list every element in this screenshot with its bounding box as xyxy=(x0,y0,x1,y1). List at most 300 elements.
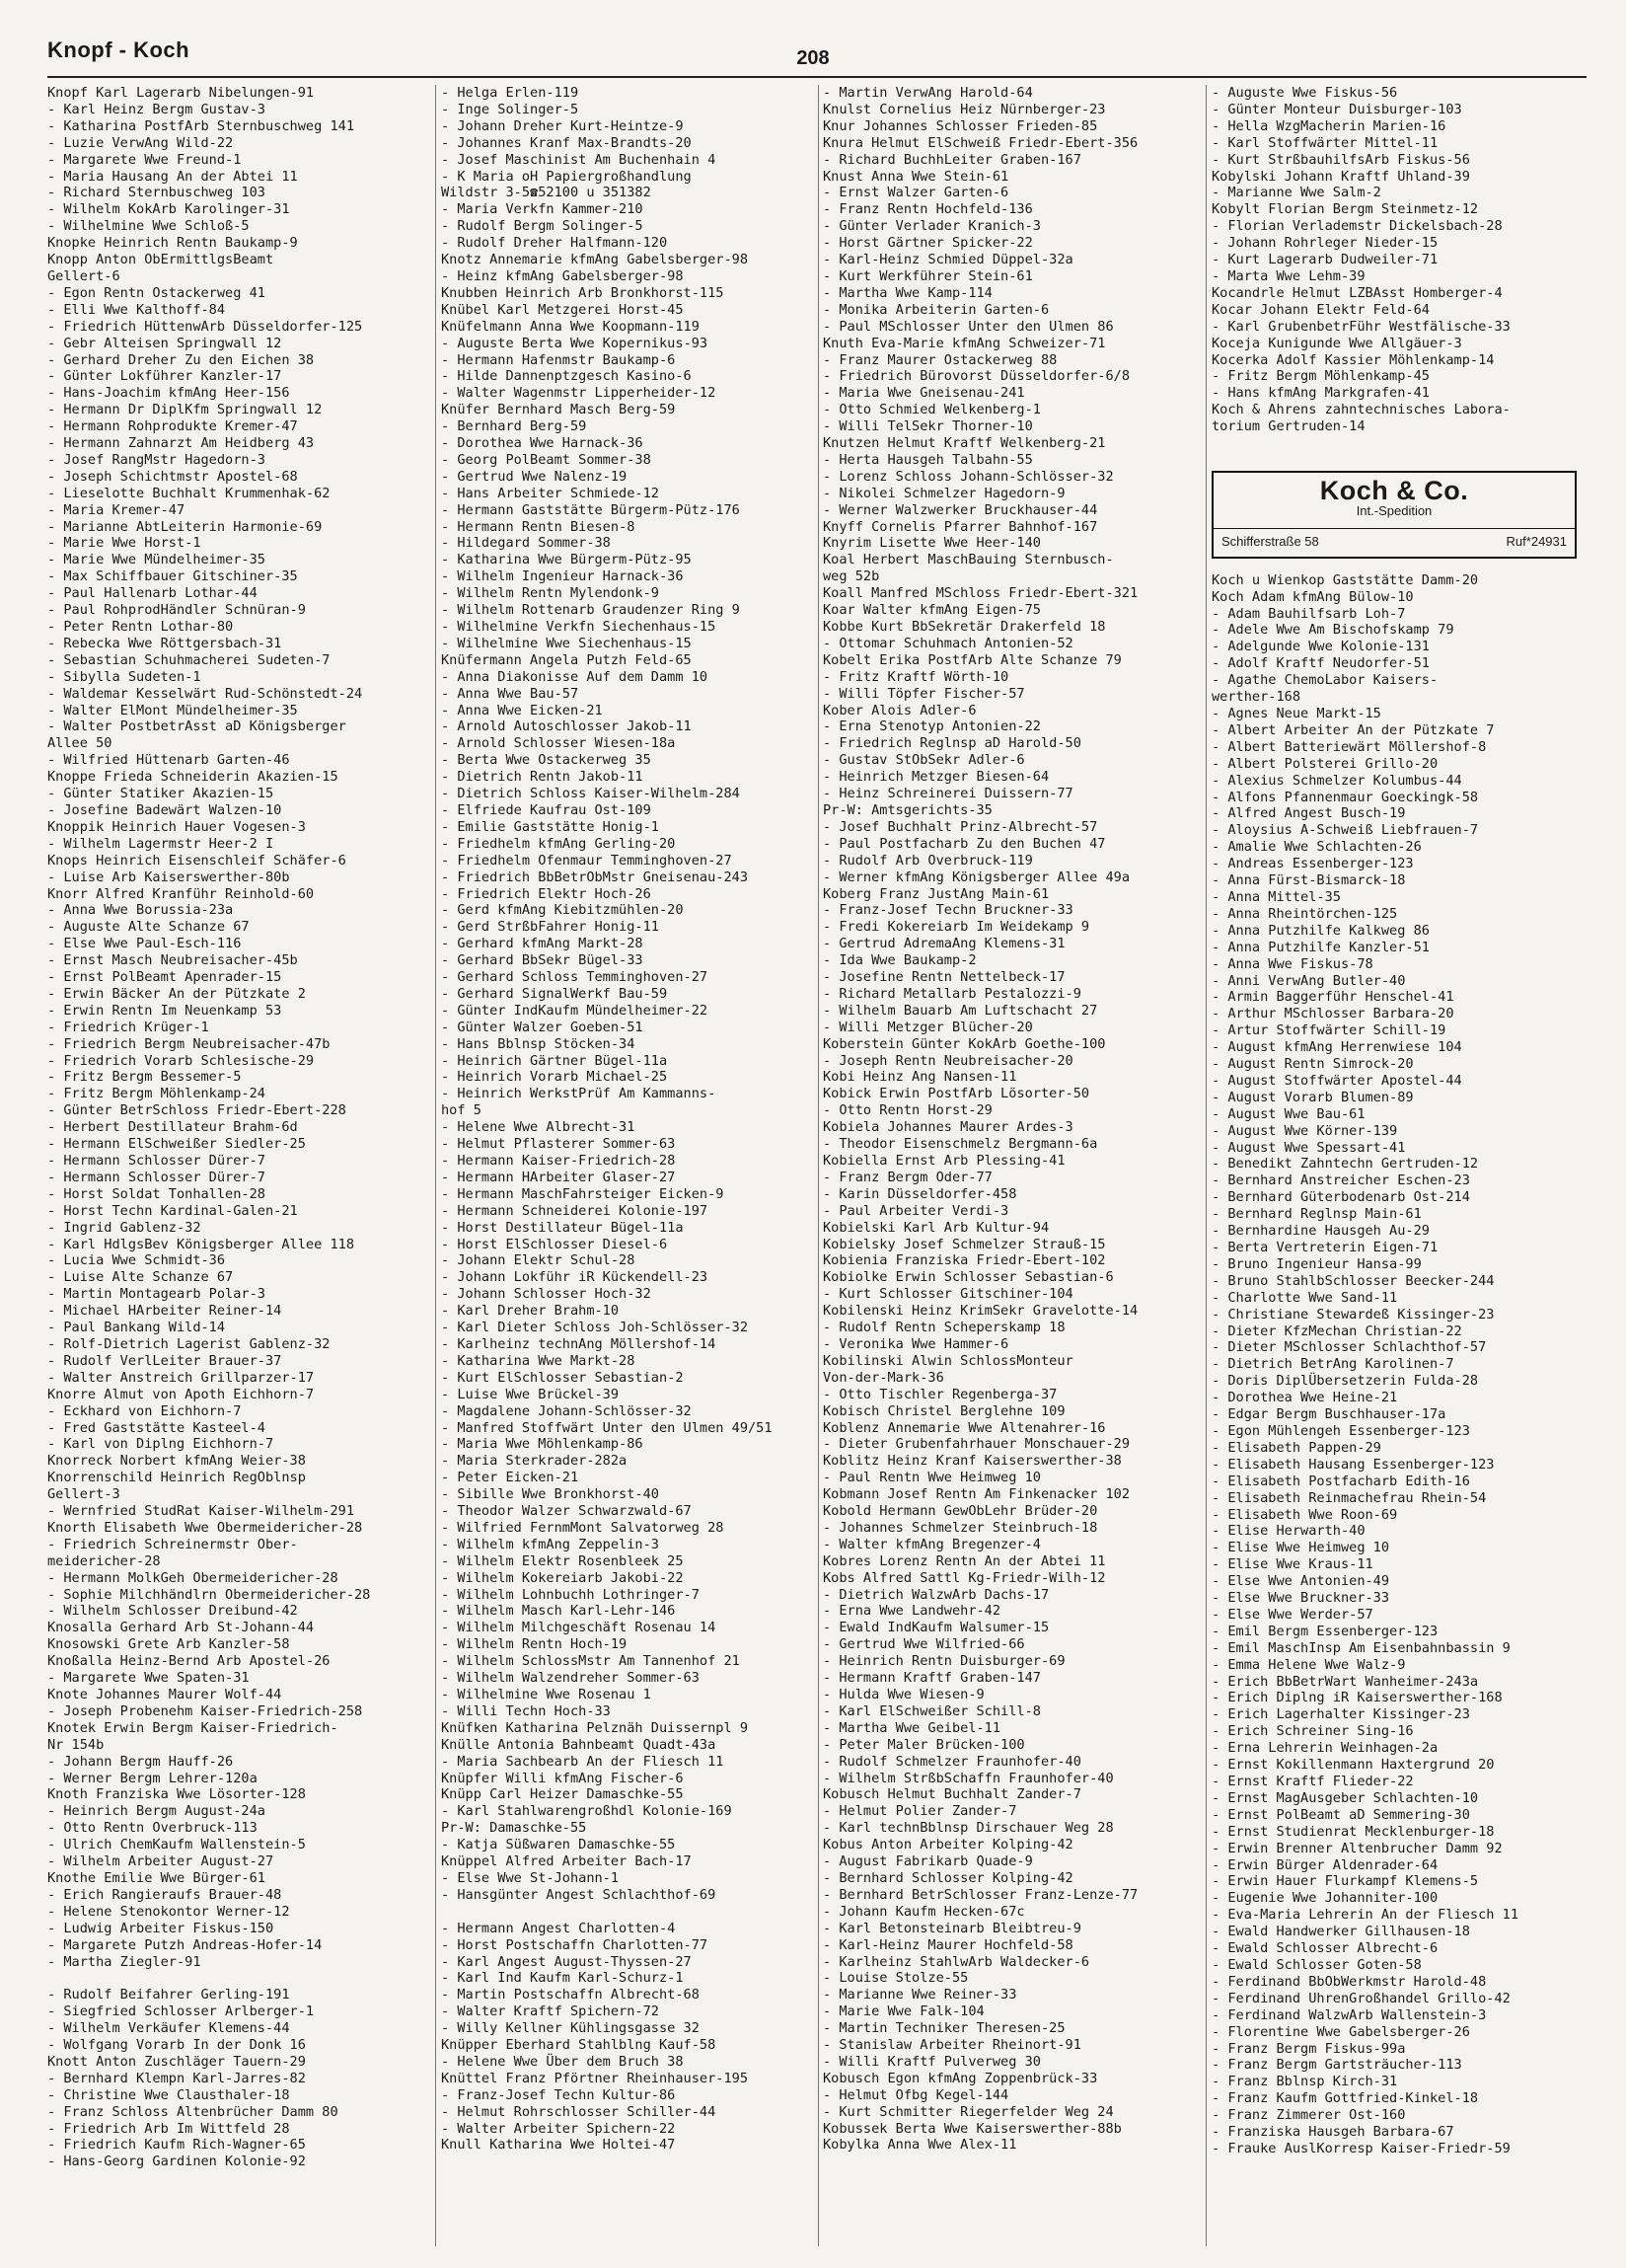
directory-entry: - Horst Techn Kardinal-Galen-21 xyxy=(47,1202,298,1219)
directory-entry: - Ernst Masch Neubreisacher-45b xyxy=(47,952,298,969)
header-rule xyxy=(47,76,1587,78)
directory-entry: Knüfer Bernhard Masch Berg-59 xyxy=(441,402,676,418)
directory-entry: - Fritz Bergm Bessemer-5 xyxy=(47,1069,242,1086)
directory-entry: - Erna Lehrerin Weinhagen-2a xyxy=(1212,1740,1439,1757)
directory-entry: - Gebr Alteisen Springwall 12 xyxy=(47,335,282,351)
directory-entry: - Hermann Angest Charlotten-4 xyxy=(441,1920,676,1936)
directory-entry: - Günter Monteur Duisburger-103 xyxy=(1212,101,1462,117)
directory-entry: - Karl Heinz Bergm Gustav-3 xyxy=(47,101,265,117)
directory-entry: - Elisabeth Hausang Essenberger-123 xyxy=(1212,1456,1495,1473)
directory-entry: - Hermann MaschFahrsteiger Eicken-9 xyxy=(441,1185,724,1202)
directory-entry: - Ferdinand BbObWerkmstr Harold-48 xyxy=(1212,1973,1487,1990)
directory-entry: - Johann Elektr Schul-28 xyxy=(441,1252,635,1269)
directory-entry: - Johann Lokführ iR Kückendell-23 xyxy=(441,1269,708,1286)
directory-entry: - Hulda Wwe Wiesen-9 xyxy=(823,1687,985,1702)
directory-entry: Kobiela Johannes Maurer Ardes-3 xyxy=(823,1119,1073,1136)
directory-entry: - Martin VerwAng Harold-64 xyxy=(823,85,1033,101)
directory-entry: Kobus Anton Arbeiter Kolping-42 xyxy=(823,1837,1073,1853)
directory-entry: - Marie Wwe Falk-104 xyxy=(823,2003,985,2020)
directory-entry: Knoth Franziska Wwe Lösorter-128 xyxy=(47,1786,306,1803)
directory-entry: - Albert Arbeiter An der Pützkate 7 xyxy=(1212,721,1495,738)
directory-entry: Knosalla Gerhard Arb St-Johann-44 xyxy=(47,1620,315,1636)
directory-entry: - Wilhelm Lagermstr Heer-2 I xyxy=(47,835,274,852)
directory-entry: - Franz Schloss Altenbrücher Damm 80 xyxy=(47,2103,338,2120)
directory-entry: - Hermann Zahnarzt Am Heidberg 43 xyxy=(47,435,315,452)
directory-entry: Kobi Heinz Ang Nansen-11 xyxy=(823,1069,1017,1086)
directory-entry: Koberg Franz JustAng Main-61 xyxy=(823,885,1050,902)
directory-entry: - Franz Bergm Fiskus-99a xyxy=(1212,2040,1406,2057)
directory-entry: - Friedrich Krüger-1 xyxy=(47,1019,209,1035)
directory-entry: - Ernst PolBeamt Apenrader-15 xyxy=(47,969,282,986)
directory-entry: meidericher-28 xyxy=(47,1552,161,1569)
directory-entry: - Walter kfmAng Bregenzer-4 xyxy=(823,1536,1041,1552)
ad-phone: Ruf*24931 xyxy=(1506,533,1567,549)
directory-entry: - Anna Diakonisse Auf dem Damm 10 xyxy=(441,668,708,685)
directory-entry: - Josef RangMstr Hagedorn-3 xyxy=(47,451,265,468)
directory-entry: - Alfons Pfannenmaur Goeckingk-58 xyxy=(1212,789,1479,805)
directory-entry: - Joseph Schichtmstr Apostel-68 xyxy=(47,468,298,485)
directory-entry: Kobmann Josef Rentn Am Finkenacker 102 xyxy=(823,1486,1130,1503)
directory-entry: - Else Wwe Paul-Esch-116 xyxy=(47,936,242,952)
directory-entry: - Marie Wwe Mündelheimer-35 xyxy=(47,552,265,568)
directory-entry: - Hermann ElSchweißer Siedler-25 xyxy=(47,1136,306,1153)
directory-entry: - Amalie Wwe Schlachten-26 xyxy=(1212,839,1422,856)
directory-entry: - Bernhard Güterbodenarb Ost-214 xyxy=(1212,1189,1470,1206)
directory-entry: - Walter Kraftf Spichern-72 xyxy=(441,2003,659,2020)
directory-entry: - Johann Schlosser Hoch-32 xyxy=(441,1286,651,1303)
directory-entry: - August Wwe Spessart-41 xyxy=(1212,1139,1406,1156)
directory-entry: - Else Wwe Antonien-49 xyxy=(1212,1573,1390,1590)
directory-entry: Knorreck Norbert kfmAng Weier-38 xyxy=(47,1453,306,1470)
directory-entry: - Veronika Wwe Hammer-6 xyxy=(823,1335,1009,1352)
directory-entry: - August Rentn Simrock-20 xyxy=(1212,1056,1414,1073)
directory-entry: - Ludwig Arbeiter Fiskus-150 xyxy=(47,1920,274,1936)
directory-entry: - Karlheinz technAng Möllershof-14 xyxy=(441,1335,716,1352)
directory-entry: - Theodor Walzer Schwarzwald-67 xyxy=(441,1503,692,1520)
directory-entry: - Wilfried FernmMont Salvatorweg 28 xyxy=(441,1519,724,1536)
directory-entry: - Anna Putzhilfe Kanzler-51 xyxy=(1212,939,1430,955)
directory-entry: Knothe Emilie Wwe Bürger-61 xyxy=(47,1869,265,1886)
directory-entry: - Hermann Schlosser Dürer-7 xyxy=(47,1153,265,1169)
directory-entry: - Maria Kremer-47 xyxy=(47,501,185,518)
directory-entry: - Herbert Destillateur Brahm-6d xyxy=(47,1119,298,1136)
directory-entry: Knoppe Frieda Schneiderin Akazien-15 xyxy=(47,769,338,786)
directory-entry: - Lorenz Schloss Johann-Schlösser-32 xyxy=(823,468,1114,485)
directory-entry: - Maria Hausang An der Abtei 11 xyxy=(47,168,298,185)
directory-entry: - Christiane Stewardeß Kissinger-23 xyxy=(1212,1306,1495,1323)
directory-column-1 xyxy=(47,85,430,2170)
directory-entry: - Franz-Josef Techn Bruckner-33 xyxy=(823,902,1073,919)
directory-entry: - Karl Betonsteinarb Bleibtreu-9 xyxy=(823,1920,1081,1936)
directory-entry: - Hans kfmAng Markgrafen-41 xyxy=(1212,385,1430,402)
directory-entry: - Helene Wwe Über dem Bruch 38 xyxy=(441,2053,684,2070)
directory-entry: - Fritz Bergm Möhlenkamp-45 xyxy=(1212,368,1430,385)
directory-entry: - Franz Bergm Oder-77 xyxy=(823,1169,993,1185)
directory-entry: - Bernhard Schlosser Kolping-42 xyxy=(823,1869,1073,1886)
directory-entry: weg 52b xyxy=(823,568,880,585)
directory-entry: - Luzie VerwAng Wild-22 xyxy=(47,134,234,151)
directory-entry: - Gerhard BbSekr Bügel-33 xyxy=(441,952,643,969)
directory-entry: - Charlotte Wwe Sand-11 xyxy=(1212,1289,1398,1306)
directory-entry: - Marianne Wwe Reiner-33 xyxy=(823,1987,1017,2003)
directory-entry: - Wilhelm Arbeiter August-27 xyxy=(47,1853,274,1870)
directory-entry: - Wilhelmine Wwe Rosenau 1 xyxy=(441,1687,651,1702)
directory-entry: - Elise Herwarth-40 xyxy=(1212,1523,1366,1540)
directory-entry: - Hermann Dr DiplKfm Springwall 12 xyxy=(47,402,323,418)
directory-entry: - Karl Dieter Schloss Joh-Schlösser-32 xyxy=(441,1320,748,1336)
directory-entry: - Arnold Schlosser Wiesen-18a xyxy=(441,735,676,752)
directory-entry: Knull Katharina Wwe Holtei-47 xyxy=(441,2137,676,2154)
directory-entry: - Gerd kfmAng Kiebitzmühlen-20 xyxy=(441,902,684,919)
directory-entry: - Frauke AuslKorresp Kaiser-Friedr-59 xyxy=(1212,2140,1511,2156)
directory-entry: Kobylski Johann Kraftf Uhland-39 xyxy=(1212,168,1470,185)
directory-entry xyxy=(47,1970,430,1987)
directory-entry: - Anna Wwe Borussia-23a xyxy=(47,902,234,919)
directory-entry: - Dietrich Schloss Kaiser-Wilhelm-284 xyxy=(441,786,740,802)
directory-entry: - Karl GrubenbetrFühr Westfälische-33 xyxy=(1212,318,1511,335)
directory-entry: - Gerhard Dreher Zu den Eichen 38 xyxy=(47,351,315,368)
directory-entry: Koblenz Annemarie Wwe Altenahrer-16 xyxy=(823,1419,1106,1436)
directory-entry: - Ingrid Gablenz-32 xyxy=(47,1219,201,1236)
directory-entry: - Hermann Kraftf Graben-147 xyxy=(823,1670,1041,1687)
directory-entry: - Willi Kraftf Pulverweg 30 xyxy=(823,2053,1041,2070)
directory-entry: - Johannes Schmelzer Steinbruch-18 xyxy=(823,1519,1098,1536)
directory-entry: Pr-W: Amtsgerichts-35 xyxy=(823,801,993,818)
directory-entry: Koal Herbert MaschBauing Sternbusch- xyxy=(823,552,1114,568)
directory-entry: - Bernhard BetrSchlosser Franz-Lenze-77 xyxy=(823,1886,1139,1903)
directory-entry: - Hans-Joachim kfmAng Heer-156 xyxy=(47,385,290,402)
directory-entry: Koberstein Günter KokArb Goethe-100 xyxy=(823,1035,1106,1052)
directory-entry: - Eva-Maria Lehrerin An der Fliesch 11 xyxy=(1212,1907,1518,1924)
directory-entry: - Karl Stoffwärter Mittel-11 xyxy=(1212,134,1439,151)
directory-column-4 xyxy=(1212,85,1590,2157)
directory-entry: - Hermann Rentn Biesen-8 xyxy=(441,518,635,535)
directory-entry: Knyff Cornelis Pfarrer Bahnhof-167 xyxy=(823,518,1098,535)
directory-entry: - Georg PolBeamt Sommer-38 xyxy=(441,451,651,468)
directory-entry: - Karl ElSchweißer Schill-8 xyxy=(823,1702,1041,1719)
directory-entry: - Adam Bauhilfsarb Loh-7 xyxy=(1212,605,1406,622)
directory-entry: Kobylt Florian Bergm Steinmetz-12 xyxy=(1212,201,1479,218)
directory-entry: Kobielski Karl Arb Kultur-94 xyxy=(823,1219,1050,1236)
directory-entry: - Dieter KfzMechan Christian-22 xyxy=(1212,1323,1462,1339)
directory-entry: - Hermann Hafenmstr Baukamp-6 xyxy=(441,351,676,368)
directory-entry: - Helga Erlen-119 xyxy=(441,85,579,101)
directory-entry: - Heinrich Bergm August-24a xyxy=(47,1803,265,1820)
directory-entry: - Erna Wwe Landwehr-42 xyxy=(823,1603,1001,1620)
directory-entry: - Fritz Kraftf Wörth-10 xyxy=(823,668,1009,685)
directory-entry: - Wolfgang Vorarb In der Donk 16 xyxy=(47,2037,306,2054)
directory-entry: - Wilhelm Lohnbuchh Lothringer-7 xyxy=(441,1586,700,1603)
directory-entry: - Werner Bergm Lehrer-120a xyxy=(47,1770,258,1786)
directory-entry: Knülle Antonia Bahnbeamt Quadt-43a xyxy=(441,1736,716,1753)
directory-entry: - Albert Batteriewärt Möllershof-8 xyxy=(1212,738,1487,755)
directory-entry: - Paul Hallenarb Lothar-44 xyxy=(47,585,258,602)
directory-entry: - Gerhard SignalWerkf Bau-59 xyxy=(441,985,668,1002)
directory-entry: - Ferdinand WalzwArb Wallenstein-3 xyxy=(1212,2006,1487,2023)
directory-entry: - Joseph Rentn Neubreisacher-20 xyxy=(823,1052,1073,1069)
directory-entry: - Theodor Eisenschmelz Bergmann-6a xyxy=(823,1136,1098,1153)
directory-entry: - Rudolf Schmelzer Fraunhofer-40 xyxy=(823,1753,1081,1770)
directory-entry: - Hermann Schlosser Dürer-7 xyxy=(47,1169,265,1185)
directory-entry: - Elisabeth Pappen-29 xyxy=(1212,1439,1381,1456)
directory-entry: - Agnes Neue Markt-15 xyxy=(1212,706,1381,721)
directory-entry: - Anna Mittel-35 xyxy=(1212,888,1341,905)
directory-entry: - Gustav StObSekr Adler-6 xyxy=(823,752,1025,769)
directory-entry: - Dieter MSchlosser Schlachthof-57 xyxy=(1212,1339,1487,1356)
directory-entry: - Hans-Georg Gardinen Kolonie-92 xyxy=(47,2154,306,2170)
column-4-upper-entries xyxy=(1212,85,1590,435)
directory-entry: - Adelgunde Wwe Kolonie-131 xyxy=(1212,639,1430,655)
directory-entry: - Wilfried Hüttenarb Garten-46 xyxy=(47,752,290,769)
directory-entry: - Margarete Wwe Spaten-31 xyxy=(47,1670,250,1687)
directory-entry: - Fritz Bergm Möhlenkamp-24 xyxy=(47,1086,265,1102)
directory-entry: Kobussek Berta Wwe Kaiserswerther-88b xyxy=(823,2120,1122,2137)
directory-entry: Knorr Alfred Kranführ Reinhold-60 xyxy=(47,885,315,902)
directory-entry: Kobick Erwin PostfArb Lösorter-50 xyxy=(823,1086,1090,1102)
directory-entry: - August Vorarb Blumen-89 xyxy=(1212,1089,1414,1105)
directory-entry: - Inge Solinger-5 xyxy=(441,101,579,117)
directory-entry: - Rudolf Beifahrer Gerling-191 xyxy=(47,1987,290,2003)
directory-entry: Wildstr 3-5☎52100 u 351382 xyxy=(441,185,651,201)
directory-entry: - Kurt Lagerarb Dudweiler-71 xyxy=(1212,252,1439,268)
directory-entry: - K Maria oH Papiergroßhandlung xyxy=(441,168,692,185)
directory-entry: Koceja Kunigunde Wwe Allgäuer-3 xyxy=(1212,335,1462,351)
directory-entry: - Friedrich HüttenwArb Düsseldorfer-125 xyxy=(47,318,363,335)
directory-entry: - Heinrich Metzger Biesen-64 xyxy=(823,769,1050,786)
directory-entry: - Karl HdlgsBev Königsberger Allee 118 xyxy=(47,1236,354,1252)
directory-entry: - Magdalene Johann-Schlösser-32 xyxy=(441,1402,692,1419)
directory-entry: Knüfermann Angela Putzh Feld-65 xyxy=(441,651,692,668)
directory-entry: - Marie Wwe Horst-1 xyxy=(47,535,201,552)
directory-entry: - Karl-Heinz Maurer Hochfeld-58 xyxy=(823,1936,1073,1953)
directory-entry: - Maria Sterkrader-282a xyxy=(441,1453,628,1470)
directory-entry: - Karl von Diplng Eichhorn-7 xyxy=(47,1436,274,1453)
directory-entry: - Auguste Alte Schanze 67 xyxy=(47,919,250,936)
directory-entry: - Manfred Stoffwärt Unter den Ulmen 49/51 xyxy=(441,1419,773,1436)
directory-entry: - Erwin Bürger Aldenrader-64 xyxy=(1212,1856,1439,1873)
directory-entry: - August Wwe Körner-139 xyxy=(1212,1122,1398,1139)
directory-entry: - Günter Walzer Goeben-51 xyxy=(441,1019,643,1035)
directory-entry: - Erna Stenotyp Antonien-22 xyxy=(823,718,1041,735)
directory-entry: - Horst Soldat Tonhallen-28 xyxy=(47,1185,265,1202)
directory-entry: - Peter Rentn Lothar-80 xyxy=(47,619,234,635)
ad-company-name: Koch & Co. xyxy=(1319,476,1469,506)
directory-entry: - Helmut Pflasterer Sommer-63 xyxy=(441,1136,676,1153)
directory-entry: - Emil Bergm Essenberger-123 xyxy=(1212,1623,1439,1639)
directory-entry: - Heinrich WerkstPrüf Am Kammanns- xyxy=(441,1086,716,1102)
directory-entry: - Hildegard Sommer-38 xyxy=(441,535,611,552)
directory-entry: - Eugenie Wwe Johanniter-100 xyxy=(1212,1890,1439,1907)
directory-entry: - Ernst Studienrat Mecklenburger-18 xyxy=(1212,1823,1495,1840)
directory-entry: - Günter IndKaufm Mündelheimer-22 xyxy=(441,1002,708,1019)
directory-entry: Knubben Heinrich Arb Bronkhorst-115 xyxy=(441,284,724,301)
directory-entry: Knura Helmut ElSchweiß Friedr-Ebert-356 xyxy=(823,134,1139,151)
directory-entry: - Kurt Schlosser Gitschiner-104 xyxy=(823,1286,1073,1303)
directory-entry: Knott Anton Zuschläger Tauern-29 xyxy=(47,2053,306,2070)
directory-entry: - Katharina Wwe Bürgerm-Pütz-95 xyxy=(441,552,692,568)
directory-entry: - Wilhelm Kokereiarb Jakobi-22 xyxy=(441,1569,684,1586)
directory-entry: - Friedrich Arb Im Wittfeld 28 xyxy=(47,2120,290,2137)
directory-entry: - Hermann HArbeiter Glaser-27 xyxy=(441,1169,676,1185)
directory-entry: - Willi Metzger Blücher-20 xyxy=(823,1019,1033,1035)
directory-entry: Knosowski Grete Arb Kanzler-58 xyxy=(47,1636,290,1653)
directory-entry: - Maria Verkfn Kammer-210 xyxy=(441,201,643,218)
directory-entry: Kobilinski Alwin SchlossMonteur xyxy=(823,1352,1073,1369)
directory-entry: Gellert-6 xyxy=(47,267,120,284)
directory-entry: - Helmut Rohrschlosser Schiller-44 xyxy=(441,2103,716,2120)
directory-entry: - Gerd StrßbFahrer Honig-11 xyxy=(441,919,659,936)
directory-entry: - Franziska Hausgeh Barbara-67 xyxy=(1212,2124,1454,2141)
directory-entry: - Karin Düsseldorfer-458 xyxy=(823,1185,1017,1202)
directory-entry: - Nikolei Schmelzer Hagedorn-9 xyxy=(823,485,1066,501)
directory-entry: - Otto Rentn Overbruck-113 xyxy=(47,1820,258,1837)
directory-entry: - Wilhelmine Verkfn Siechenhaus-15 xyxy=(441,619,716,635)
directory-entry: - Karl Angest August-Thyssen-27 xyxy=(441,1953,692,1970)
directory-entry: - Bruno StahlbSchlosser Beecker-244 xyxy=(1212,1272,1495,1289)
directory-column-2 xyxy=(441,85,822,2154)
directory-entry: - Emma Helene Wwe Walz-9 xyxy=(1212,1656,1406,1673)
directory-entry: - Margarete Putzh Andreas-Hofer-14 xyxy=(47,1936,323,1953)
directory-entry: - Ulrich ChemKaufm Wallenstein-5 xyxy=(47,1837,306,1853)
directory-entry: Knoßalla Heinz-Bernd Arb Apostel-26 xyxy=(47,1653,331,1670)
directory-entry: - Willi Techn Hoch-33 xyxy=(441,1702,611,1719)
directory-entry: - Franz Maurer Ostackerweg 88 xyxy=(823,351,1058,368)
directory-entry: - Karl Dreher Brahm-10 xyxy=(441,1303,620,1320)
directory-entry: - Christine Wwe Clausthaler-18 xyxy=(47,2086,290,2103)
directory-entry: - Günter Statiker Akazien-15 xyxy=(47,786,274,802)
directory-entry: - Else Wwe St-Johann-1 xyxy=(441,1869,620,1886)
directory-entry: Knotz Annemarie kfmAng Gabelsberger-98 xyxy=(441,252,748,268)
directory-entry: - Sebastian Schuhmacherei Sudeten-7 xyxy=(47,651,331,668)
directory-entry: Knübel Karl Metzgerei Horst-45 xyxy=(441,301,684,318)
directory-entry: werther-168 xyxy=(1212,689,1301,706)
directory-entry: Knust Anna Wwe Stein-61 xyxy=(823,168,1009,185)
directory-entry: - Günter BetrSchloss Friedr-Ebert-228 xyxy=(47,1102,346,1119)
directory-entry: - Karl technBblnsp Dirschauer Weg 28 xyxy=(823,1820,1114,1837)
directory-entry: - Ewald Handwerker Gillhausen-18 xyxy=(1212,1924,1470,1940)
directory-entry: - Erich Diplng iR Kaiserswerther-168 xyxy=(1212,1690,1503,1706)
directory-entry: Gellert-3 xyxy=(47,1486,120,1503)
directory-entry: - Josef Buchhalt Prinz-Albrecht-57 xyxy=(823,818,1098,835)
directory-entry: - Günter Verlader Kranich-3 xyxy=(823,218,1041,235)
directory-entry: Kocerka Adolf Kassier Möhlenkamp-14 xyxy=(1212,351,1495,368)
directory-entry: - Rudolf Dreher Halfmann-120 xyxy=(441,235,668,252)
directory-entry: - Paul Rentn Wwe Heimweg 10 xyxy=(823,1470,1041,1486)
directory-entry: - Luise Alte Schanze 67 xyxy=(47,1269,234,1286)
directory-entry: - Herta Hausgeh Talbahn-55 xyxy=(823,451,1033,468)
directory-entry: - Karl-Heinz Schmied Düppel-32a xyxy=(823,252,1073,268)
directory-entry: - Johann Dreher Kurt-Heintze-9 xyxy=(441,117,684,134)
directory-entry: - Willy Kellner Kühlingsgasse 32 xyxy=(441,2020,700,2037)
directory-entry: - Otto Tischler Regenberga-37 xyxy=(823,1386,1058,1402)
directory-entry: Allee 50 xyxy=(47,735,112,752)
directory-entry: - Friedhelm kfmAng Gerling-20 xyxy=(441,835,676,852)
directory-entry: - Elfriede Kaufrau Ost-109 xyxy=(441,801,651,818)
directory-entry: - Hermann Schneiderei Kolonie-197 xyxy=(441,1202,708,1219)
directory-entry: - Florentine Wwe Gabelsberger-26 xyxy=(1212,2023,1470,2040)
directory-entry: - Walter Arbeiter Spichern-22 xyxy=(441,2120,676,2137)
directory-entry: - Josefine Badewärt Walzen-10 xyxy=(47,801,282,818)
directory-entry: - Monika Arbeiterin Garten-6 xyxy=(823,301,1050,318)
directory-entry: - Anna Wwe Bau-57 xyxy=(441,685,579,702)
directory-entry: - Andreas Essenberger-123 xyxy=(1212,856,1414,872)
directory-entry: - Ernst Kokillenmann Haxtergrund 20 xyxy=(1212,1757,1495,1774)
directory-entry: - Hilde Dannenptzgesch Kasino-6 xyxy=(441,368,692,385)
directory-entry: - Walter ElMont Mündelheimer-35 xyxy=(47,702,298,718)
directory-entry: - Friedrich Vorarb Schlesische-29 xyxy=(47,1052,315,1069)
directory-entry: Knüfelmann Anna Wwe Koopmann-119 xyxy=(441,318,700,335)
directory-entry: - Richard Metallarb Pestalozzi-9 xyxy=(823,985,1081,1002)
directory-entry: - Marta Wwe Lehm-39 xyxy=(1212,267,1366,284)
directory-entry: - Helmut Ofbg Kegel-144 xyxy=(823,2086,1009,2103)
directory-entry: - Sibylla Sudeten-1 xyxy=(47,668,201,685)
directory-entry: - Helmut Polier Zander-7 xyxy=(823,1803,1017,1820)
directory-entry: Kobres Lorenz Rentn An der Abtei 11 xyxy=(823,1552,1106,1569)
directory-entry: - Luise Wwe Brückel-39 xyxy=(441,1386,620,1402)
directory-entry: Knorth Elisabeth Wwe Obermeidericher-28 xyxy=(47,1519,363,1536)
directory-entry: - Anna Fürst-Bismarck-18 xyxy=(1212,872,1406,889)
directory-entry: - Erwin Rentn Im Neuenkamp 53 xyxy=(47,1002,282,1019)
directory-entry: - Egon Mühlengeh Essenberger-123 xyxy=(1212,1422,1470,1439)
directory-entry: - Wilhelmine Wwe Schloß-5 xyxy=(47,218,250,235)
directory-entry: - Wilhelm Bauarb Am Luftschacht 27 xyxy=(823,1002,1098,1019)
directory-entry: Kocandrle Helmut LZBAsst Homberger-4 xyxy=(1212,284,1503,301)
directory-entry: Knuth Eva-Marie kfmAng Schweizer-71 xyxy=(823,335,1106,351)
directory-entry: - Horst Destillateur Bügel-11a xyxy=(441,1219,684,1236)
directory-entry: - Wilhelm Verkäufer Klemens-44 xyxy=(47,2020,290,2037)
directory-entry: - Berta Wwe Ostackerweg 35 xyxy=(441,752,651,769)
directory-entry: Kobisch Christel Berglehne 109 xyxy=(823,1402,1066,1419)
directory-entry: - Arthur MSchlosser Barbara-20 xyxy=(1212,1006,1454,1022)
directory-entry: - Martha Wwe Geibel-11 xyxy=(823,1719,1001,1736)
directory-entry: - Elli Wwe Kalthoff-84 xyxy=(47,301,226,318)
directory-entry: Kobielsky Josef Schmelzer Strauß-15 xyxy=(823,1236,1106,1252)
directory-entry: - Elisabeth Postfacharb Edith-16 xyxy=(1212,1473,1470,1489)
directory-entry: - Dietrich WalzwArb Dachs-17 xyxy=(823,1586,1050,1603)
directory-entry: - Heinz kfmAng Gabelsberger-98 xyxy=(441,267,684,284)
directory-entry: - Margarete Wwe Freund-1 xyxy=(47,151,242,168)
directory-entry: Kobiella Ernst Arb Plessing-41 xyxy=(823,1153,1066,1169)
directory-entry: - Kurt Schmitter Riegerfelder Weg 24 xyxy=(823,2103,1114,2120)
directory-entry: - Elisabeth Reinmachefrau Rhein-54 xyxy=(1212,1489,1487,1506)
directory-entry: - Katharina Wwe Markt-28 xyxy=(441,1352,635,1369)
directory-entry: - Otto Rentn Horst-29 xyxy=(823,1102,993,1119)
directory-entry: Knüpp Carl Heizer Damaschke-55 xyxy=(441,1786,684,1803)
directory-entry: - Ferdinand UhrenGroßhandel Grillo-42 xyxy=(1212,1990,1511,2006)
directory-entry: - Doris DiplÜbersetzerin Fulda-28 xyxy=(1212,1373,1479,1390)
directory-entry: - Else Wwe Bruckner-33 xyxy=(1212,1590,1390,1607)
directory-entry: - Paul Postfacharb Zu den Buchen 47 xyxy=(823,835,1106,852)
directory-entry: - Johann Rohrleger Nieder-15 xyxy=(1212,235,1439,252)
directory-entry: - Sophie Milchhändlrn Obermeidericher-28 xyxy=(47,1586,371,1603)
section-heading: Knopf - Koch xyxy=(47,38,190,62)
directory-entry: - Dorothea Wwe Heine-21 xyxy=(1212,1390,1398,1406)
directory-entry: - Ernst PolBeamt aD Semmering-30 xyxy=(1212,1806,1470,1823)
directory-entry: - Berta Vertreterin Eigen-71 xyxy=(1212,1240,1439,1255)
directory-entry xyxy=(441,1904,822,1921)
directory-entry: - August Stoffwärter Apostel-44 xyxy=(1212,1072,1462,1089)
directory-entry: - Armin Baggerführ Henschel-41 xyxy=(1212,989,1454,1006)
directory-entry: - Horst Postschaffn Charlotten-77 xyxy=(441,1936,708,1953)
directory-entry: Knüttel Franz Pförtner Rheinhauser-195 xyxy=(441,2070,748,2086)
directory-entry: - Ernst Walzer Garten-6 xyxy=(823,185,1009,201)
directory-entry: - Alfred Angest Busch-19 xyxy=(1212,805,1406,822)
directory-entry: - Anna Wwe Fiskus-78 xyxy=(1212,955,1373,972)
directory-entry: Knorrenschild Heinrich RegOblnsp xyxy=(47,1470,306,1486)
directory-entry: - Louise Stolze-55 xyxy=(823,1970,969,1987)
directory-entry: Kobelt Erika PostfArb Alte Schanze 79 xyxy=(823,651,1122,668)
directory-entry: - Bernhardine Hausgeh Au-29 xyxy=(1212,1223,1430,1240)
